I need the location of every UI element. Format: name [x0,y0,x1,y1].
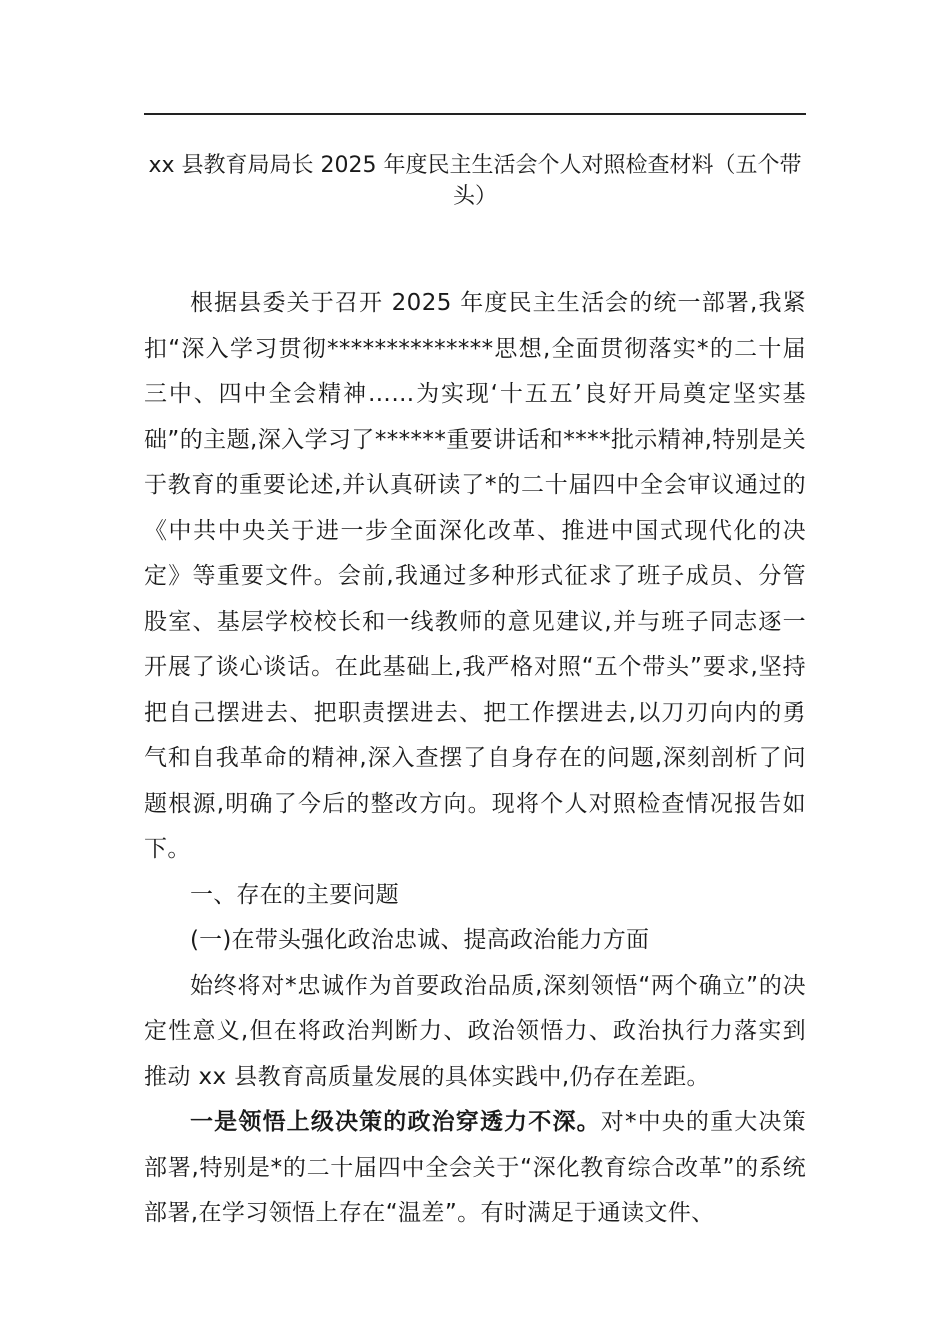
document-body [144,281,806,1237]
header-rule [144,113,806,115]
subsection-heading: (一)在带头强化政治忠诚、提高政治能力方面 [190,927,650,953]
intro-paragraph: 根据县委关于召开 2025 年度民主生活会的统一部署,我紧扣“深入学习贯彻**************思想,全面贯彻落实*的二十届三中、四中全会精神……为实现‘十五五’良好开局奠定坚实基础”的主题,深入学习了******重要讲话和****批示精神,特别是关于教育的重要论述,并认真研读了*的二十届四中全会审议通过的《中共中央关于进一步全面深化改革、推进中国式现代化的决定》等重要文件。会前,我通过多种形式征求了班子成员、分管股室、基层学校校长和一线教师的意见建议,并与班子同志逐一开展了谈心谈话。在此基础上,我严格对照“五个带头”要求,坚持把自己摆进去、把职责摆进去、把工作摆进去,以刀刃向内的勇气和自我革命的精神,深入查摆了自身存在的问题,深刻剖析了问题根源,明确了今后的整改方向。现将个人对照检查情况报告如下。 [144,290,806,862]
point-lead: 一是领悟上级决策的政治穿透力不深。 [190,1109,601,1135]
point-paragraph [144,1100,806,1237]
body-paragraph: 始终将对*忠诚作为首要政治品质,深刻领悟“两个确立”的决定性意义,但在将政治判断力、政治领悟力、政治执行力落实到推动 xx 县教育高质量发展的具体实践中,仍存在差距。 [144,972,806,1090]
section-heading: 一、存在的主要问题 [190,881,399,908]
point-text: 对*中央的重大决策部署,特别是*的二十届四中全会关于“深化教育综合改革”的系统部署,在学习领悟上存在“温差”。有时满足于通读文件、 [144,1109,806,1226]
document-title: xx 县教育局局长 2025 年度民主生活会个人对照检查材料（五个带头） [148,153,802,209]
document-content [144,150,806,1237]
